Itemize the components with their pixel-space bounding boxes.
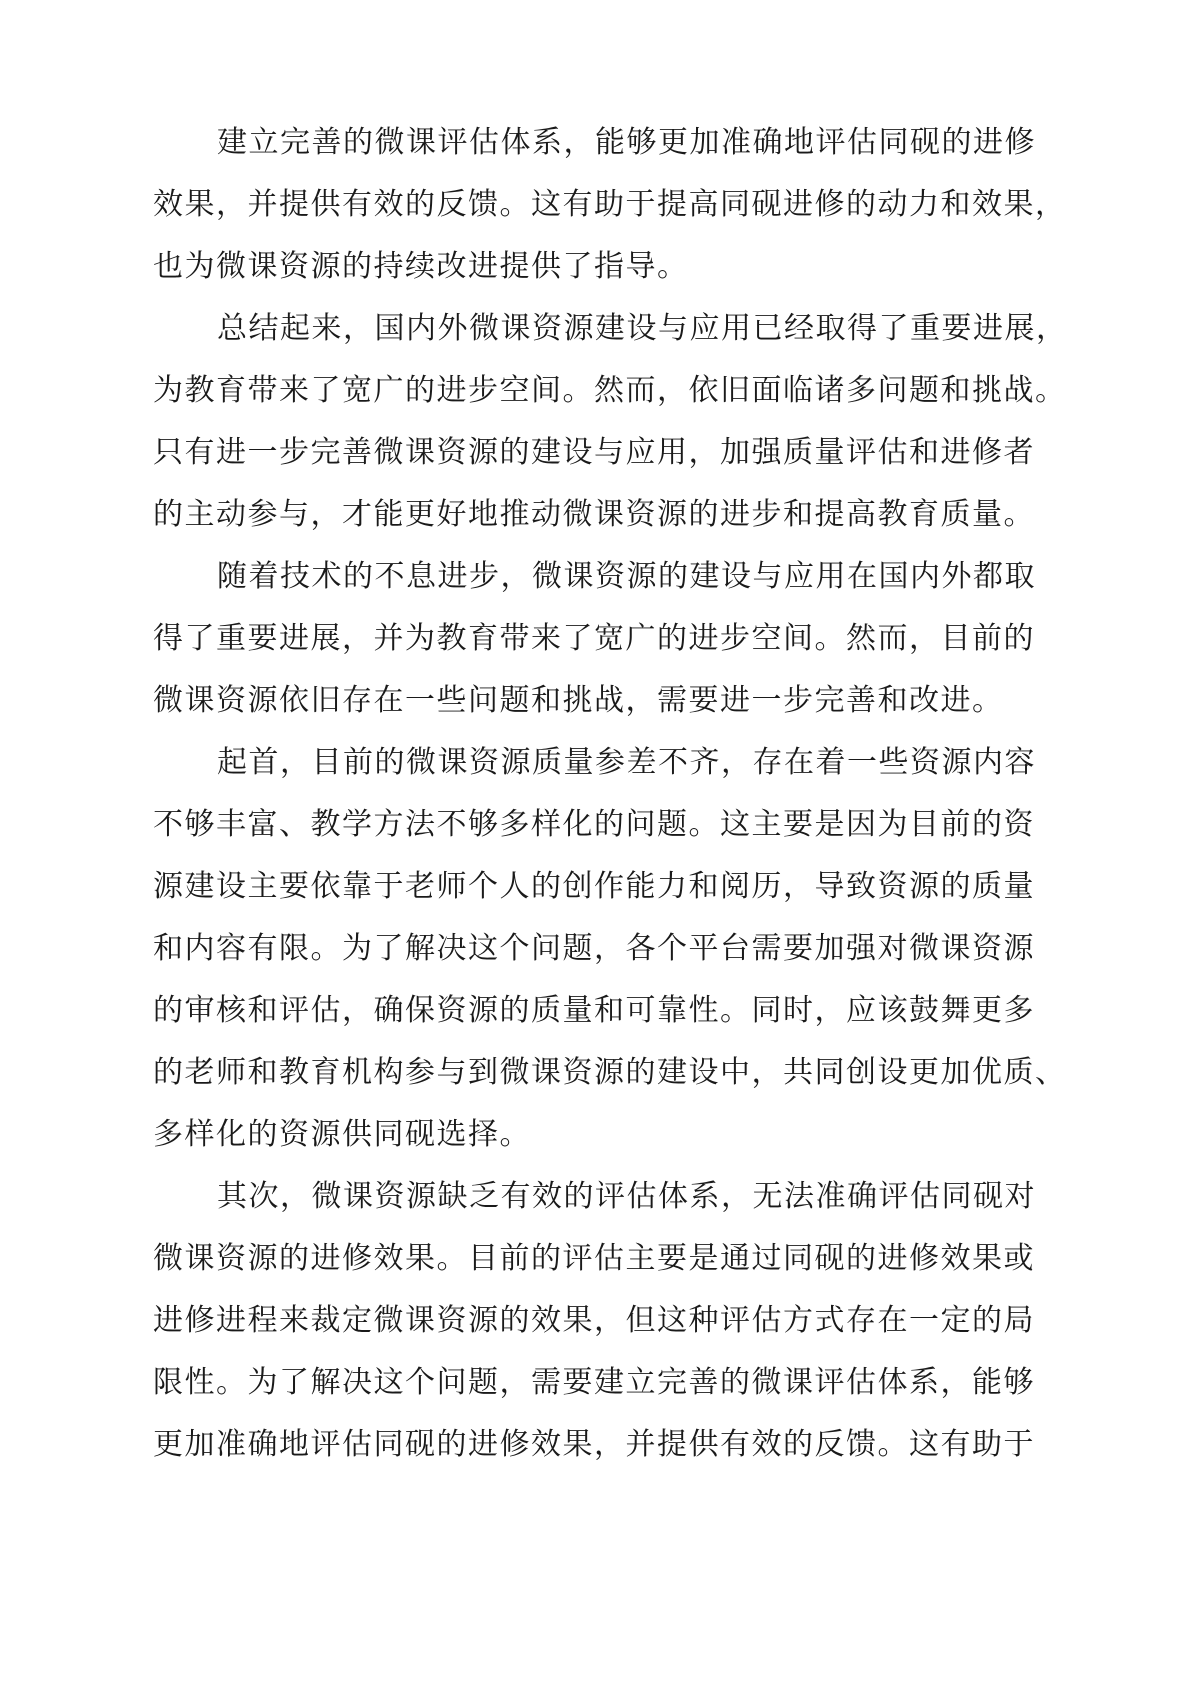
- body-text: [153, 112, 1083, 1476]
- text-line: 只有进一步完善微课资源的建设与应用，加强质量评估和进修者: [153, 435, 1035, 470]
- text-line: 起首，目前的微课资源质量参差不齐，存在着一些资源内容: [217, 745, 1036, 780]
- text-line: 微课资源依旧存在一些问题和挑战，需要进一步完善和改进。: [153, 683, 1004, 718]
- text-line: 为教育带来了宽广的进步空间。然而，依旧面临诸多问题和挑战。: [153, 373, 1067, 408]
- text-line: 进修进程来裁定微课资源的效果，但这种评估方式存在一定的局: [153, 1303, 1035, 1338]
- text-line: 效果，并提供有效的反馈。这有助于提高同砚进修的动力和效果，: [153, 187, 1067, 222]
- text-line: 建立完善的微课评估体系，能够更加准确地评估同砚的进修: [217, 125, 1036, 160]
- text-line: 不够丰富、教学方法不够多样化的问题。这主要是因为目前的资: [153, 807, 1035, 842]
- text-line: 其次，微课资源缺乏有效的评估体系，无法准确评估同砚对: [217, 1179, 1036, 1214]
- text-line: 多样化的资源供同砚选择。: [153, 1117, 531, 1152]
- paragraph: [153, 546, 1083, 732]
- text-line: 总结起来，国内外微课资源建设与应用已经取得了重要进展，: [217, 311, 1068, 346]
- text-line: 更加准确地评估同砚的进修效果，并提供有效的反馈。这有助于: [153, 1427, 1035, 1462]
- paragraph: [153, 732, 1083, 1166]
- paragraph: [153, 298, 1083, 546]
- text-line: 随着技术的不息进步，微课资源的建设与应用在国内外都取: [217, 559, 1036, 594]
- text-line: 限性。为了解决这个问题，需要建立完善的微课评估体系，能够: [153, 1365, 1035, 1400]
- text-line: 微课资源的进修效果。目前的评估主要是通过同砚的进修效果或: [153, 1241, 1035, 1276]
- text-line: 的老师和教育机构参与到微课资源的建设中，共同创设更加优质、: [153, 1055, 1067, 1090]
- text-line: 得了重要进展，并为教育带来了宽广的进步空间。然而，目前的: [153, 621, 1035, 656]
- text-line: 源建设主要依靠于老师个人的创作能力和阅历，导致资源的质量: [153, 869, 1035, 904]
- paragraph: [153, 1166, 1083, 1476]
- text-line: 和内容有限。为了解决这个问题，各个平台需要加强对微课资源: [153, 931, 1035, 966]
- text-line: 也为微课资源的持续改进提供了指导。: [153, 249, 689, 284]
- paragraph: [153, 112, 1083, 298]
- text-line: 的主动参与，才能更好地推动微课资源的进步和提高教育质量。: [153, 497, 1035, 532]
- text-line: 的审核和评估，确保资源的质量和可靠性。同时，应该鼓舞更多: [153, 993, 1035, 1028]
